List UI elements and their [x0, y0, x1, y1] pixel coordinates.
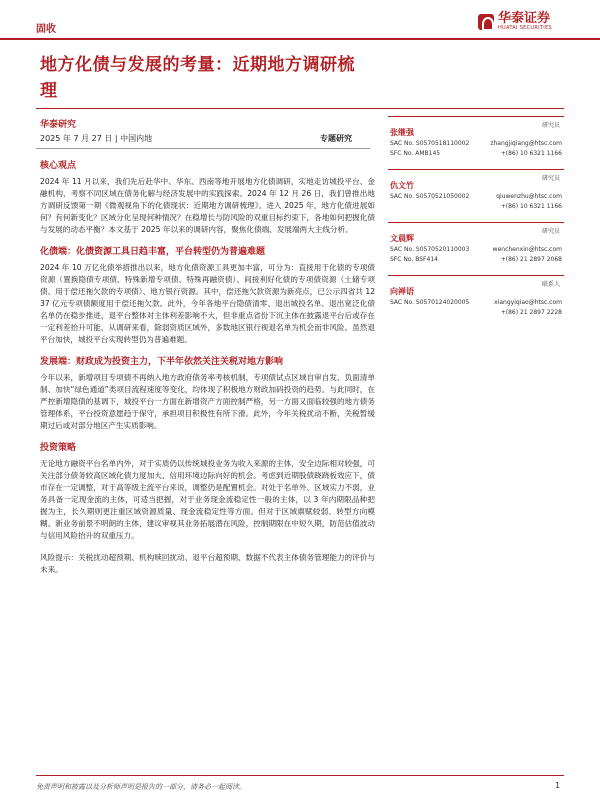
analyst-name: 向禅语 — [390, 287, 414, 296]
section-body: 今年以来，新增项目专项债不再纳入地方政府债务率考核机制，专项债试点区域自审自发、负面清单制、加快“绿色通道”类项目流程速度等变化，均体现了积极地方财政加码投资的趋势。与此同时，在严控新增隐债的基调下，城投平台一方面在新增资产方面控制严格，另一方面又面临较强的地方债务管理体系，平台投资意愿趋于保守，承担项目积极性有所下滑。此外，今年关税扰动不断，关税暂缓期过后或对部分地区产生实质影响。 — [40, 373, 375, 430]
analyst-sidebar — [388, 116, 564, 328]
section-development-side — [40, 356, 375, 432]
header-divider — [0, 38, 600, 40]
section-heading: 投资策略 — [40, 443, 77, 453]
section-heading: 发展端：财政成为投资主力，下半年依然关注关税对地方影响 — [40, 357, 284, 367]
analyst-email[interactable]: wenchenxin@htsc.com — [492, 246, 562, 253]
section-core-view — [40, 160, 375, 236]
report-title: 地方化债与发展的考量：近期地方调研梳理 — [40, 55, 355, 101]
analyst-sac: SAC No. S0570518110002 — [390, 140, 470, 147]
analyst-sfc: SFC No. AMB145 — [390, 150, 441, 157]
analyst-sfc: SFC No. BSF414 — [390, 256, 438, 263]
footer-disclaimer: 免责声明和披露以及分析师声明是报告的一部分，请务必一起阅读。 — [36, 783, 246, 791]
title-divider — [36, 108, 564, 109]
report-type: 专题研究 — [320, 134, 352, 143]
section-body: 2024 年 10 万亿化债举措推出以来，地方化债资源工具更加丰富，可分为：直接用于化债的专项债资源（置换隐债专项债、特殊新增专项债、特殊再融资债）、间接利好化债的专项债资源（土储专项债、用于偿还拖欠款的专项债）、地方银行资源。其中，偿还拖欠款资源为新亮点，已公示四省共 1237 亿元专项债额度用于偿还拖欠款。此外，今年各地平台隐债清零、退出城投名单、退出宽泛化债名单仍在稳步推进，退平台整体对主体利差影响不大，但非重点省份下沉主体在披露退平台后或存在一定利差抬升可能，从调研来看，除弱资质区域外，多数地区银行视退名单为机会而非风险。虽然退平台加快，城投平台实现转型仍为普遍难题。 — [40, 263, 375, 344]
analyst-phone: +(86) 21 2897 2068 — [500, 256, 562, 263]
section-risk-warning — [40, 552, 375, 576]
analyst-sac: SAC No. S0570124020005 — [390, 299, 470, 306]
section-body: 2024 年 11 月以来，我们先后赴华中、华东、西南等地开展地方化债调研，实地走访城投平台、金融机构，考察不同区域在债务化解与经济发展中的实践探索。2024 年 12 月 26 日，我们曾推出地方调研反馈第一期《微观视角下的化债现状：近期地方调研梳理》。进入 2025 年，地方化债进展如何？有何新变化？区域分化呈现何种情况？在稳增长与防风险的双重目标约束下，各地如何把握化债与发展的动态平衡？本文基于 2025 年以来的调研内容，聚焦化债端、发展端两大主线分析。 — [40, 177, 375, 234]
brand-logo-icon — [478, 14, 494, 30]
brand-name-en: HUATAI SECURITIES — [498, 25, 552, 31]
section-heading: 化债端：化债资源工具日趋丰富，平台转型仍为普遍难题 — [40, 247, 266, 257]
report-series: 华泰研究 — [40, 120, 77, 130]
brand-name-cn: 华泰证券 — [498, 11, 551, 26]
analyst-phone: +(86) 10 6321 1166 — [500, 203, 562, 210]
brand-logo — [478, 12, 552, 31]
meta-divider — [36, 148, 370, 149]
risk-warning-text: 风险提示：关税扰动超预期、机构赎回扰动、退平台超预期、数据不代表主体债务管理能力的评价与未来。 — [40, 553, 375, 574]
analyst-email[interactable]: qiuwenzhu@htsc.com — [496, 193, 562, 200]
category-tag: 固收 — [36, 24, 56, 35]
analyst-phone: +(86) 10 6321 1166 — [500, 150, 562, 157]
analyst-role: 研究员 — [541, 228, 560, 235]
main-content — [40, 160, 375, 586]
analyst-role: 研究员 — [541, 175, 560, 182]
analyst-email[interactable]: xiangyiqiao@htsc.com — [494, 299, 562, 306]
analyst-sac: SAC No. S0570520110003 — [390, 246, 470, 253]
section-investment-strategy — [40, 442, 375, 542]
section-heading: 核心观点 — [40, 161, 77, 171]
section-debt-side — [40, 246, 375, 346]
analyst-name: 文晨辉 — [390, 234, 414, 243]
page-number: 1 — [555, 781, 561, 790]
footer-divider — [36, 775, 564, 776]
analyst-card — [388, 275, 564, 322]
analyst-name: 仇文竹 — [390, 181, 414, 190]
analyst-name: 张继强 — [390, 128, 414, 137]
analyst-email[interactable]: zhangjiqiang@htsc.com — [490, 140, 562, 147]
report-date-region: 2025 年 7 月 27 日 | 中国内地 — [40, 134, 153, 143]
analyst-role: 联系人 — [541, 281, 560, 288]
analyst-card — [388, 169, 564, 216]
analyst-card — [388, 222, 564, 269]
analyst-phone: +(86) 21 2897 2228 — [500, 309, 562, 316]
section-body: 无论地方融资平台名单内外，对于实质仍以传统城投业务为收入来源的主体，安全边际相对较强，可关注部分债务较高区域化债力度加大、信用环境边际向好的机会。考虑到近期股债跷跷板效应下，债市存在一定调整，对于高等级主流平台来说，调整仍是配置机会。对处于名单外、区域实力不弱，业务具备一定现金流的主体，可适当把握，对于业务现金流稳定性一般的主体，以 3 年内期限品种把握为主，长久期则更注重区域资源质量、现金流稳定性等方面。但对于区域禀赋较弱、转型方向模糊、新业务前景不明朗的主体，建议审视其业务拓展潜在风险，控制期限在中短久期，防范估值波动与信用风险抬升的双重压力。 — [40, 459, 375, 540]
analyst-card — [388, 116, 564, 163]
analyst-sac: SAC No. S0570521050002 — [390, 193, 470, 200]
analyst-role: 研究员 — [541, 122, 560, 129]
